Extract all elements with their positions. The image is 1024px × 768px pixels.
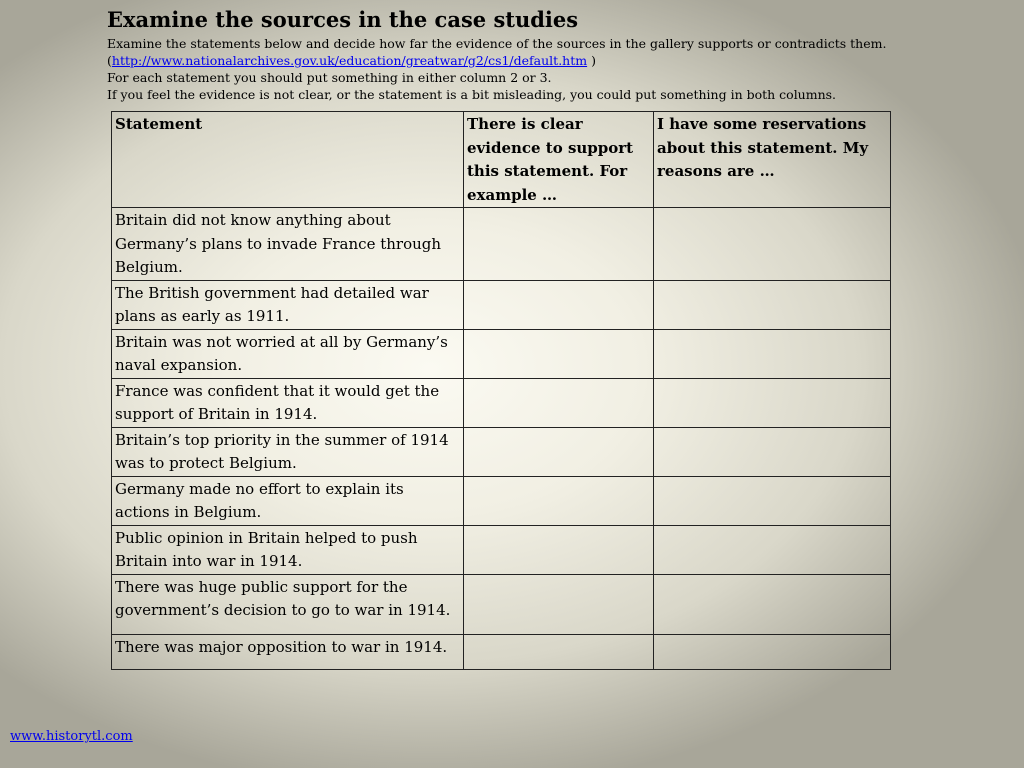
statement-cell: Britain’s top priority in the summer of 1914 was to protect Belgium. [112,427,464,476]
historytl-link[interactable]: www.historytl.com [10,729,133,744]
reservations-cell[interactable] [654,208,891,281]
header-statement: Statement [112,112,464,208]
statements-table [111,111,891,670]
statement-cell: Public opinion in Britain helped to push Britain into war in 1914. [112,525,464,574]
evidence-cell[interactable] [464,378,654,427]
table-row [112,208,891,281]
reservations-cell[interactable] [654,476,891,525]
table-row [112,476,891,525]
evidence-cell[interactable] [464,634,654,669]
table-row [112,525,891,574]
evidence-cell[interactable] [464,280,654,329]
evidence-cell[interactable] [464,525,654,574]
instruction-line-3: For each statement you should put something in either column 2 or 3. [107,70,552,85]
evidence-cell[interactable] [464,208,654,281]
national-archives-link[interactable]: http://www.nationalarchives.gov.uk/education/greatwar/g2/cs1/default.htm [111,53,588,68]
link-close-paren: ) [587,53,596,68]
table-header-row [112,112,891,208]
reservations-cell[interactable] [654,427,891,476]
statement-cell: Germany made no effort to explain its actions in Belgium. [112,476,464,525]
evidence-cell[interactable] [464,329,654,378]
statement-cell: The British government had detailed war plans as early as 1911. [112,280,464,329]
reservations-cell[interactable] [654,634,891,669]
statement-cell: There was huge public support for the government’s decision to go to war in 1914. [112,574,464,634]
header-reservations: I have some reservations about this statement. My reasons are … [654,112,891,208]
instructions [107,35,886,103]
statement-cell: Britain was not worried at all by Germany’s naval expansion. [112,329,464,378]
instruction-line-2 [107,52,886,69]
table-row [112,634,891,669]
table-row [112,574,891,634]
statement-cell: There was major opposition to war in 1914. [112,634,464,669]
header-supporting-evidence: There is clear evidence to support this statement. For example … [464,112,654,208]
table-row [112,329,891,378]
evidence-cell[interactable] [464,427,654,476]
table-row [112,427,891,476]
link-open-paren: ( [107,53,112,68]
statement-cell: France was confident that it would get the support of Britain in 1914. [112,378,464,427]
table-row [112,280,891,329]
reservations-cell[interactable] [654,525,891,574]
evidence-cell[interactable] [464,476,654,525]
reservations-cell[interactable] [654,329,891,378]
reservations-cell[interactable] [654,574,891,634]
instruction-line-1: Examine the statements below and decide how far the evidence of the sources in the gallery supports or contradicts them. [107,36,887,51]
reservations-cell[interactable] [654,378,891,427]
statement-cell: Britain did not know anything about Germany’s plans to invade France through Belgium. [112,208,464,281]
reservations-cell[interactable] [654,280,891,329]
table-row [112,378,891,427]
evidence-cell[interactable] [464,574,654,634]
instruction-line-4: If you feel the evidence is not clear, or the statement is a bit misleading, you could put something in both columns. [107,87,837,102]
page-title: Examine the sources in the case studies [107,7,579,32]
